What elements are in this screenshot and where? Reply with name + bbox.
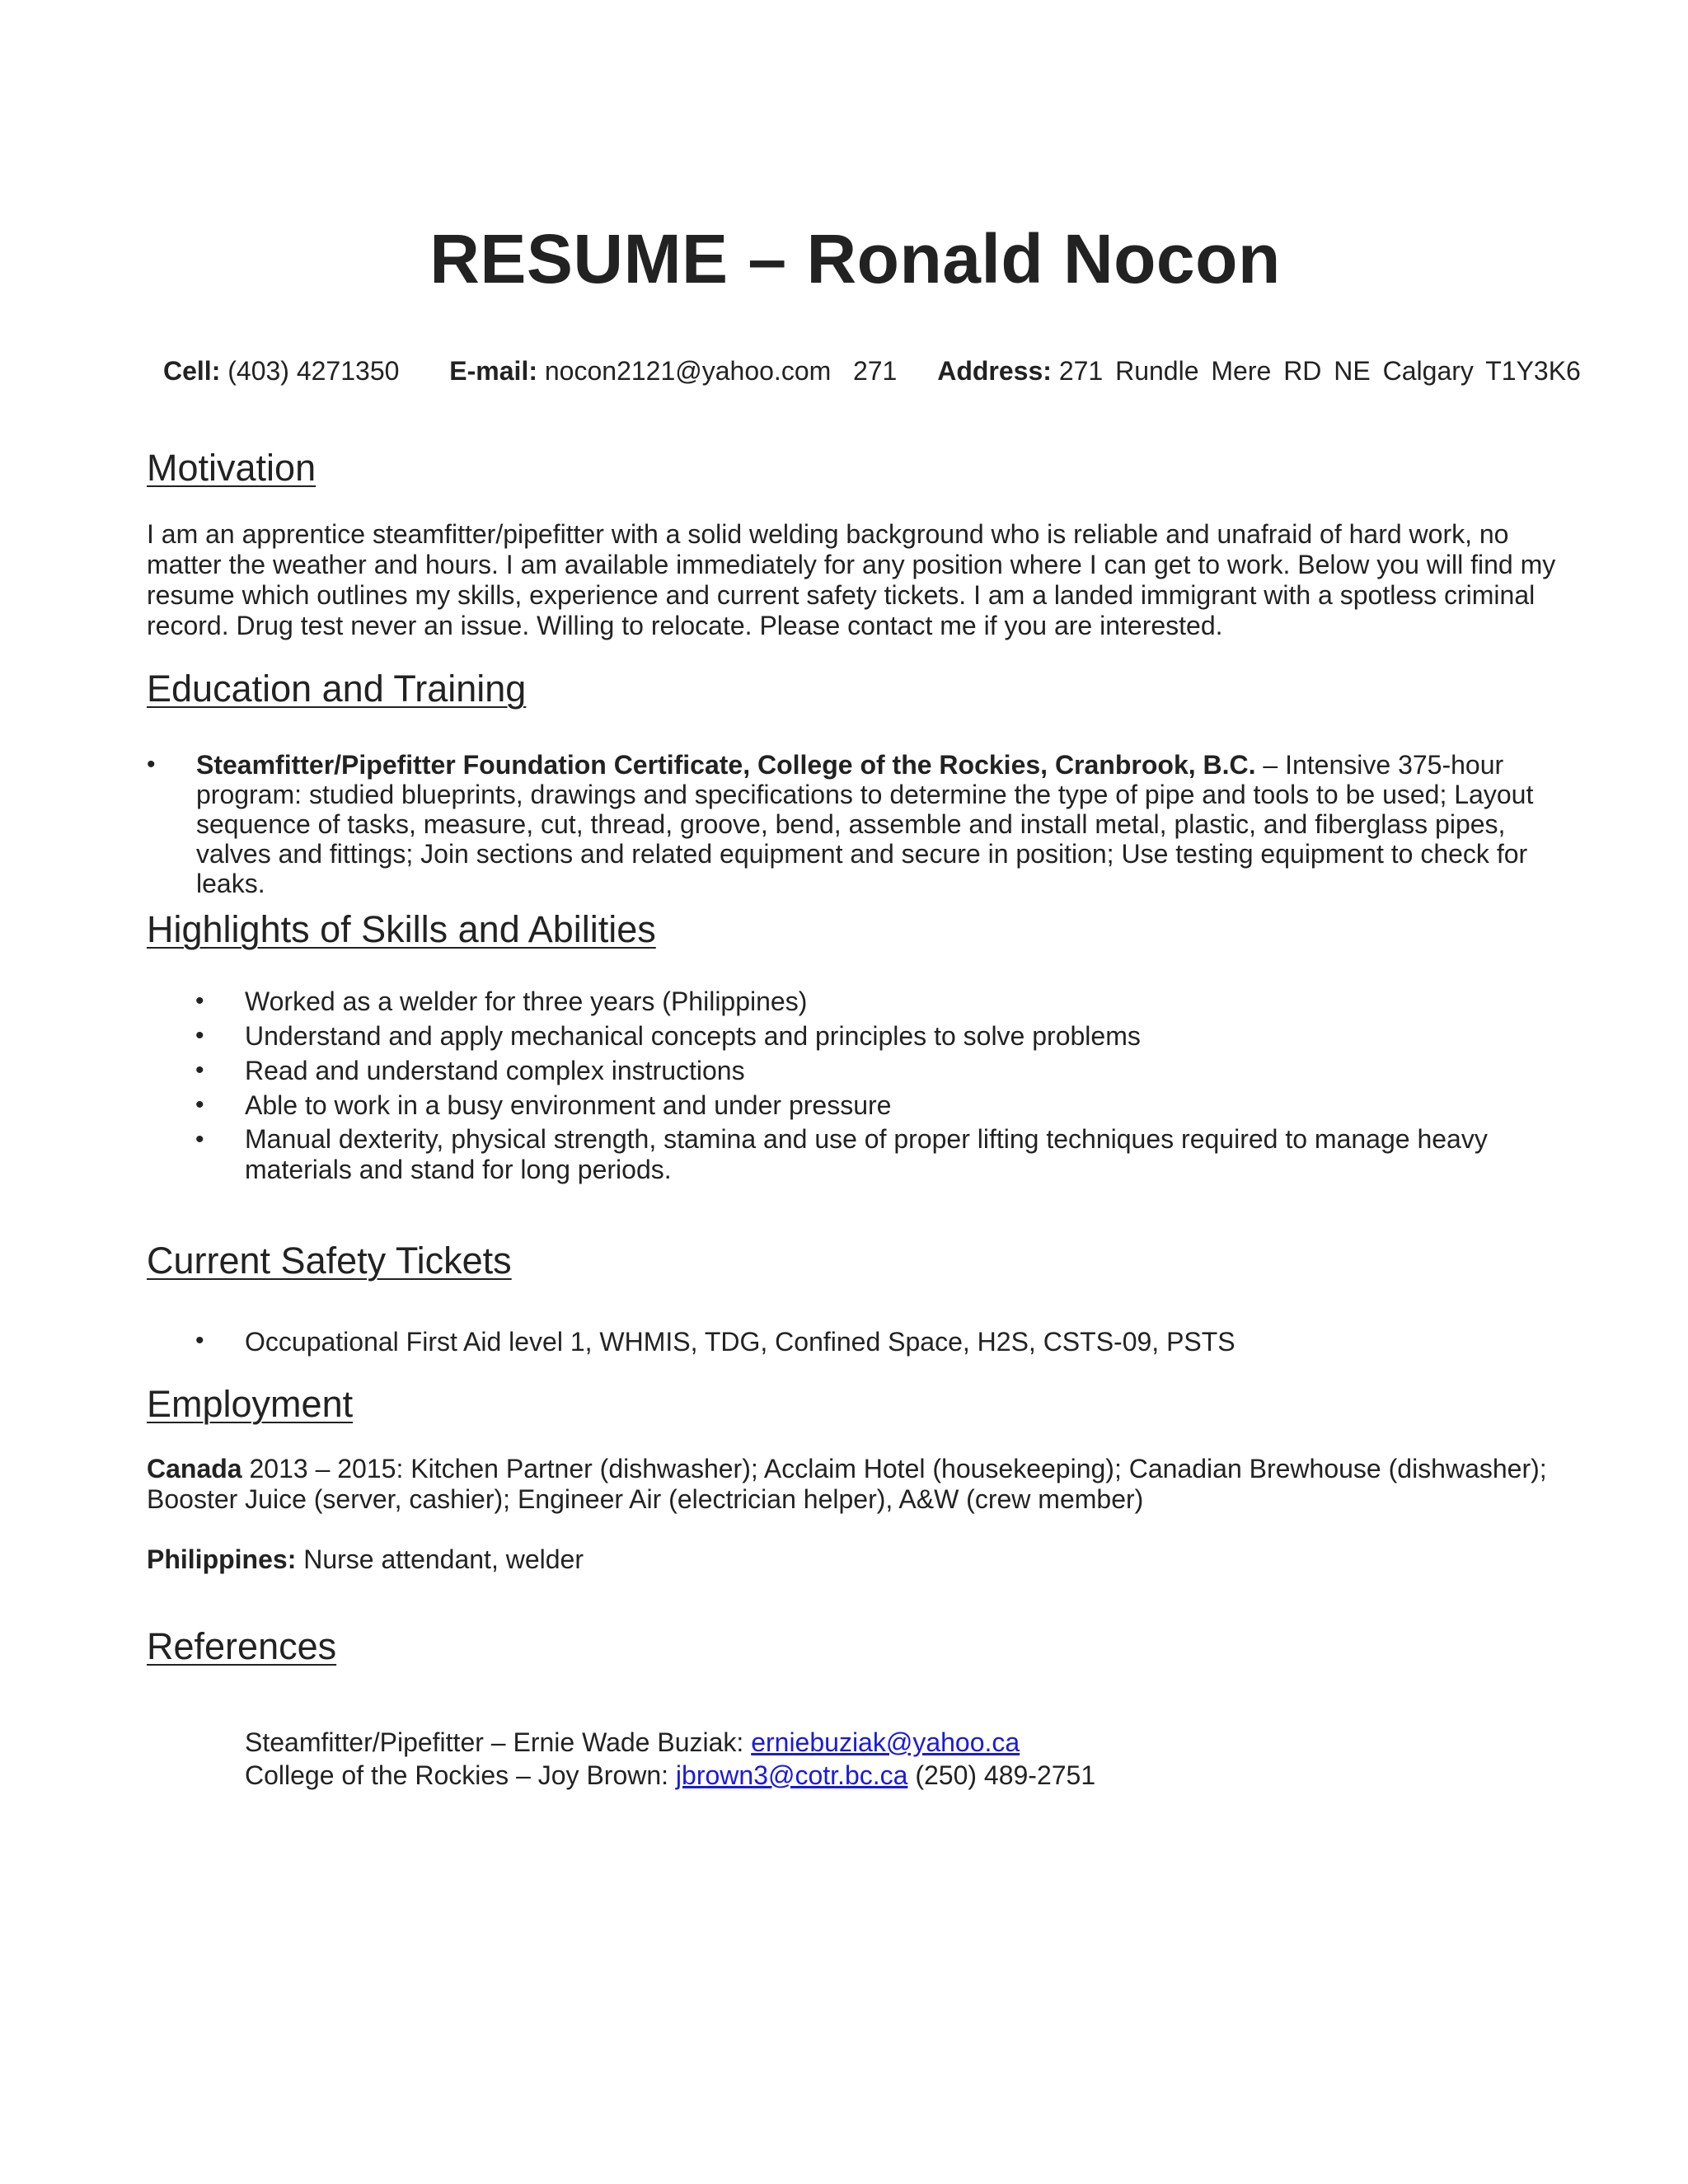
ticket-text: Occupational First Aid level 1, WHMIS, TDG, Confined Space, H2S, CSTS-09, PSTS: [245, 1327, 1236, 1357]
references-heading: References: [147, 1625, 337, 1667]
bullet-icon: •: [195, 1057, 204, 1084]
motivation-heading: Motivation: [147, 447, 316, 489]
reference-item: [245, 1726, 1095, 1759]
skill-text: Read and understand complex instructions: [245, 1056, 745, 1085]
bullet-icon: •: [195, 1327, 204, 1354]
bullet-icon: •: [195, 987, 204, 1015]
email-label: E-mail:: [449, 356, 537, 386]
address-value: 271 Rundle Mere RD NE Calgary T1Y3K6: [1058, 356, 1581, 386]
education-item-title: Steamfitter/Pipefitter Foundation Certificate, College of the Rockies, Cranbrook, B.C.: [196, 750, 1256, 780]
skill-text: Understand and apply mechanical concepts and principles to solve problems: [245, 1021, 1141, 1051]
reference-name: Steamfitter/Pipefitter – Ernie Wade Buziak:: [245, 1727, 752, 1757]
tickets-list: [195, 1327, 1564, 1357]
list-item: [195, 1090, 1564, 1121]
list-item: [195, 1020, 1564, 1052]
contact-line: [163, 356, 1581, 387]
skill-text: Manual dexterity, physical strength, stamina and use of proper lifting techniques required to manage heavy materials and stand for long periods.: [245, 1124, 1488, 1184]
email-extra: 271: [852, 356, 898, 386]
cell-label: Cell:: [163, 356, 221, 386]
reference-email-link[interactable]: erniebuziak@yahoo.ca: [751, 1727, 1020, 1757]
education-list: [147, 750, 1573, 898]
list-item: [195, 986, 1564, 1017]
bullet-icon: •: [195, 1091, 204, 1118]
reference-item: [245, 1759, 1095, 1792]
employment-philippines: [147, 1544, 1581, 1575]
employment-canada: [147, 1454, 1581, 1515]
list-item: [195, 1327, 1564, 1357]
skill-text: Worked as a welder for three years (Philippines): [245, 987, 808, 1016]
employment-heading: Employment: [147, 1383, 354, 1425]
motivation-text: I am an apprentice steamfitter/pipefitter with a solid welding background who is reliable and unafraid of hard work, no matter the weather and hours. I am available immediately for any position where I can get to work. Below you will find my resume which outlines my skills, experience and current safety tickets. I am a landed immigrant with a spotless criminal record. Drug test never an issue. Willing to relocate. Please contact me if you are interested.: [147, 519, 1556, 640]
tickets-heading: Current Safety Tickets: [147, 1240, 512, 1282]
philippines-label: Philippines:: [147, 1544, 297, 1574]
philippines-text: Nurse attendant, welder: [296, 1544, 584, 1574]
reference-email-link[interactable]: jbrown3@cotr.bc.ca: [675, 1760, 908, 1790]
email-value: nocon2121@yahoo.com: [544, 356, 832, 386]
page-title: RESUME – Ronald Nocon: [429, 220, 1281, 298]
bullet-icon: •: [195, 1126, 204, 1153]
bullet-icon: •: [195, 1022, 204, 1049]
reference-phone: (250) 489-2751: [907, 1760, 1096, 1790]
address-label: Address:: [937, 356, 1052, 386]
canada-text: 2013 – 2015: Kitchen Partner (dishwasher); Acclaim Hotel (housekeeping); Canadian Brewhouse (dishwasher); Booster Juice (server, cashier); Engineer Air (electrician helper), A&W (crew member): [147, 1454, 1547, 1514]
list-item: [195, 1124, 1564, 1185]
cell-value: (403) 4271350: [227, 356, 400, 386]
skills-list: [195, 986, 1564, 1188]
list-item: [195, 1055, 1564, 1086]
education-heading: Education and Training: [147, 668, 527, 710]
education-item-text: – Intensive 375-hour program: studied blueprints, drawings and specifications to determine the type of pipe and tools to be used; Layout sequence of tasks, measure, cut, thread, groove, bend, assemble and install metal, plastic, and fiberglass pipes, valves and fittings; Join sections and related equipment and secure in position; Use testing equipment to check for leaks.: [196, 750, 1534, 898]
bullet-icon: •: [147, 751, 156, 778]
list-item: [147, 750, 1573, 898]
skills-heading: Highlights of Skills and Abilities: [147, 908, 656, 950]
canada-label: Canada: [147, 1454, 242, 1483]
references-list: [245, 1726, 1095, 1792]
reference-name: College of the Rockies – Joy Brown:: [245, 1760, 676, 1790]
skill-text: Able to work in a busy environment and under pressure: [245, 1090, 892, 1120]
